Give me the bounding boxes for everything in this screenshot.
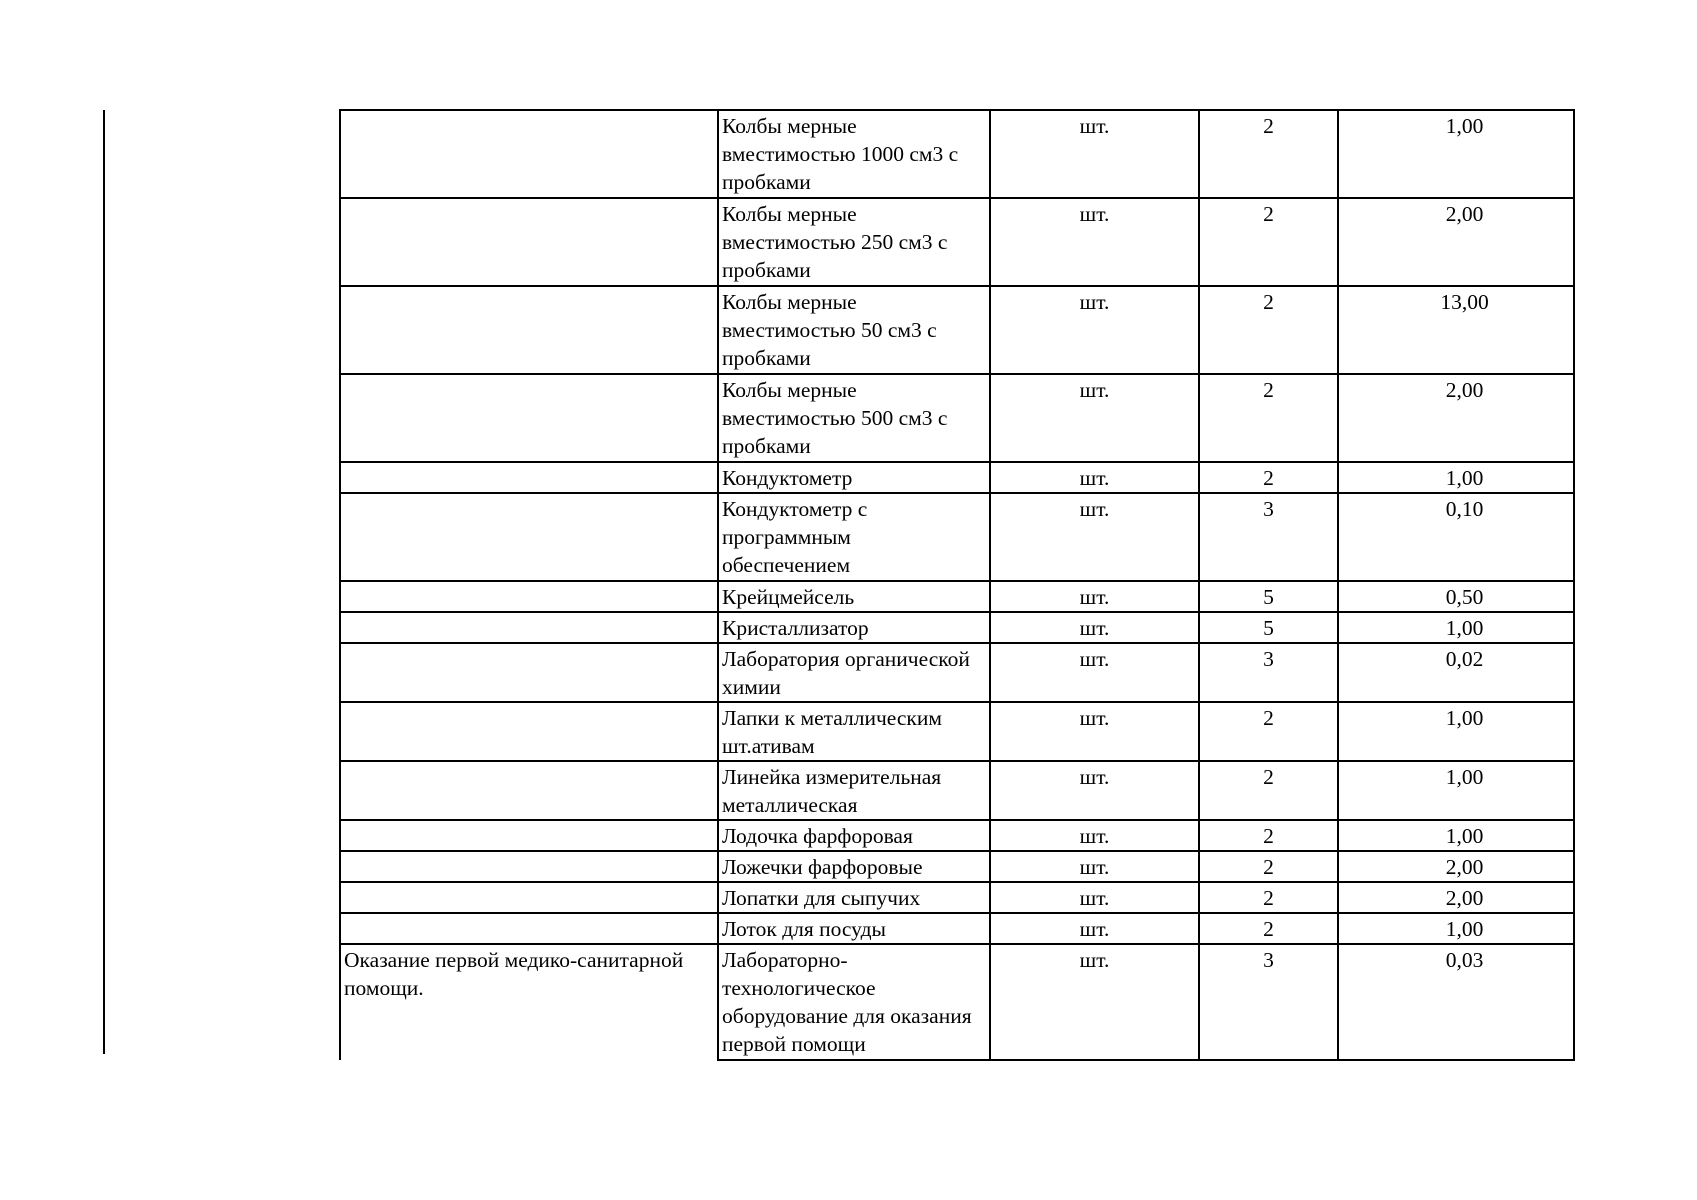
unit-cell: шт. bbox=[990, 462, 1199, 493]
value-cell: 13,00 bbox=[1338, 286, 1574, 374]
section-cell bbox=[340, 944, 718, 1060]
section-cell bbox=[340, 110, 718, 198]
item-name-line: вместимостью 500 см3 с bbox=[722, 406, 948, 430]
unit-cell: шт. bbox=[990, 198, 1199, 286]
section-cell bbox=[340, 702, 718, 761]
item-name-line: оборудование для оказания bbox=[722, 1004, 972, 1028]
item-name-cell bbox=[718, 882, 990, 913]
section-title-line: Оказание первой медико-санитарной bbox=[344, 948, 684, 972]
table-row bbox=[340, 820, 1574, 851]
item-name-line: химии bbox=[722, 675, 781, 699]
qty-cell: 2 bbox=[1199, 820, 1338, 851]
section-cell bbox=[340, 882, 718, 913]
item-name-cell bbox=[718, 286, 990, 374]
item-name-cell bbox=[718, 820, 990, 851]
value-cell: 2,00 bbox=[1338, 882, 1574, 913]
unit-cell: шт. bbox=[990, 612, 1199, 643]
item-name-line: Кондуктометр bbox=[722, 466, 853, 490]
item-name-cell bbox=[718, 761, 990, 820]
section-cell bbox=[340, 581, 718, 612]
item-name-cell bbox=[718, 198, 990, 286]
qty-cell: 2 bbox=[1199, 882, 1338, 913]
section-cell bbox=[340, 286, 718, 374]
table-row bbox=[340, 851, 1574, 882]
value-cell: 1,00 bbox=[1338, 110, 1574, 198]
section-cell bbox=[340, 493, 718, 581]
qty-cell: 2 bbox=[1199, 702, 1338, 761]
item-name-line: металлическая bbox=[722, 793, 858, 817]
item-name-line: Лодочка фарфоровая bbox=[722, 824, 913, 848]
value-cell: 2,00 bbox=[1338, 851, 1574, 882]
item-name-cell bbox=[718, 581, 990, 612]
value-cell: 0,50 bbox=[1338, 581, 1574, 612]
table-row bbox=[340, 761, 1574, 820]
unit-cell: шт. bbox=[990, 493, 1199, 581]
unit-cell: шт. bbox=[990, 944, 1199, 1060]
value-cell: 1,00 bbox=[1338, 462, 1574, 493]
unit-cell: шт. bbox=[990, 882, 1199, 913]
qty-cell: 3 bbox=[1199, 944, 1338, 1060]
unit-cell: шт. bbox=[990, 374, 1199, 462]
item-name-cell bbox=[718, 643, 990, 702]
value-cell: 2,00 bbox=[1338, 374, 1574, 462]
item-name-cell bbox=[718, 374, 990, 462]
item-name-line: Лапки к металлическим bbox=[722, 706, 942, 730]
value-cell: 1,00 bbox=[1338, 702, 1574, 761]
item-name-line: пробками bbox=[722, 346, 811, 370]
section-cell bbox=[340, 643, 718, 702]
value-cell: 1,00 bbox=[1338, 612, 1574, 643]
section-cell bbox=[340, 820, 718, 851]
table-row bbox=[340, 493, 1574, 581]
item-name-line: обеспечением bbox=[722, 553, 851, 577]
unit-cell: шт. bbox=[990, 643, 1199, 702]
item-name-line: первой помощи bbox=[722, 1032, 866, 1056]
item-name-line: Кондуктометр с bbox=[722, 497, 868, 521]
item-name-line: шт.ативам bbox=[722, 734, 815, 758]
item-name-line: Ложечки фарфоровые bbox=[722, 855, 923, 879]
item-name-cell bbox=[718, 702, 990, 761]
item-name-line: Кристаллизатор bbox=[722, 616, 869, 640]
unit-cell: шт. bbox=[990, 851, 1199, 882]
qty-cell: 2 bbox=[1199, 374, 1338, 462]
item-name-line: технологическое bbox=[722, 976, 876, 1000]
page-margin-line bbox=[103, 110, 105, 1054]
item-name-cell bbox=[718, 851, 990, 882]
table-row bbox=[340, 882, 1574, 913]
value-cell: 1,00 bbox=[1338, 820, 1574, 851]
item-name-line: Линейка измерительная bbox=[722, 765, 942, 789]
value-cell: 1,00 bbox=[1338, 761, 1574, 820]
unit-cell: шт. bbox=[990, 702, 1199, 761]
item-name-cell bbox=[718, 462, 990, 493]
qty-cell: 3 bbox=[1199, 493, 1338, 581]
item-name-line: вместимостью 50 см3 с bbox=[722, 318, 937, 342]
section-cell bbox=[340, 462, 718, 493]
section-cell bbox=[340, 851, 718, 882]
value-cell: 0,02 bbox=[1338, 643, 1574, 702]
section-cell bbox=[340, 198, 718, 286]
unit-cell: шт. bbox=[990, 820, 1199, 851]
table-row bbox=[340, 198, 1574, 286]
table-row bbox=[340, 702, 1574, 761]
unit-cell: шт. bbox=[990, 581, 1199, 612]
item-name-line: Крейцмейсель bbox=[722, 585, 855, 609]
unit-cell: шт. bbox=[990, 286, 1199, 374]
qty-cell: 2 bbox=[1199, 110, 1338, 198]
item-name-line: вместимостью 1000 см3 с bbox=[722, 142, 959, 166]
item-name-line: Лоток для посуды bbox=[722, 917, 886, 941]
item-name-line: Колбы мерные bbox=[722, 114, 857, 138]
table-row bbox=[340, 581, 1574, 612]
item-name-line: вместимостью 250 см3 с bbox=[722, 230, 948, 254]
unit-cell: шт. bbox=[990, 913, 1199, 944]
item-name-cell bbox=[718, 493, 990, 581]
table-row bbox=[340, 374, 1574, 462]
item-name-line: Колбы мерные bbox=[722, 290, 857, 314]
unit-cell: шт. bbox=[990, 761, 1199, 820]
table-row bbox=[340, 286, 1574, 374]
qty-cell: 2 bbox=[1199, 198, 1338, 286]
value-cell: 0,03 bbox=[1338, 944, 1574, 1060]
table-row bbox=[340, 913, 1574, 944]
qty-cell: 5 bbox=[1199, 612, 1338, 643]
item-name-line: Лаборатория органической bbox=[722, 647, 970, 671]
value-cell: 2,00 bbox=[1338, 198, 1574, 286]
value-cell: 1,00 bbox=[1338, 913, 1574, 944]
qty-cell: 2 bbox=[1199, 913, 1338, 944]
section-cell bbox=[340, 913, 718, 944]
item-name-cell bbox=[718, 913, 990, 944]
item-name-line: пробками bbox=[722, 170, 811, 194]
qty-cell: 3 bbox=[1199, 643, 1338, 702]
qty-cell: 2 bbox=[1199, 761, 1338, 820]
item-name-line: программным bbox=[722, 525, 851, 549]
table-row bbox=[340, 462, 1574, 493]
table-row bbox=[340, 612, 1574, 643]
table-row bbox=[340, 110, 1574, 198]
item-name-line: пробками bbox=[722, 434, 811, 458]
item-name-cell bbox=[718, 612, 990, 643]
item-name-line: Колбы мерные bbox=[722, 202, 857, 226]
item-name-line: Лопатки для сыпучих bbox=[722, 886, 921, 910]
table-row bbox=[340, 643, 1574, 702]
item-name-line: Колбы мерные bbox=[722, 378, 857, 402]
value-cell: 0,10 bbox=[1338, 493, 1574, 581]
unit-cell: шт. bbox=[990, 110, 1199, 198]
item-name-line: пробками bbox=[722, 258, 811, 282]
section-cell bbox=[340, 612, 718, 643]
item-name-cell bbox=[718, 110, 990, 198]
section-cell bbox=[340, 374, 718, 462]
section-title-line: помощи. bbox=[344, 976, 424, 1000]
item-name-line: Лабораторно- bbox=[722, 948, 848, 972]
section-cell bbox=[340, 761, 718, 820]
table-row bbox=[340, 944, 1574, 1060]
qty-cell: 2 bbox=[1199, 851, 1338, 882]
qty-cell: 2 bbox=[1199, 286, 1338, 374]
item-name-cell bbox=[718, 944, 990, 1060]
equipment-table bbox=[339, 109, 1575, 1061]
qty-cell: 5 bbox=[1199, 581, 1338, 612]
qty-cell: 2 bbox=[1199, 462, 1338, 493]
